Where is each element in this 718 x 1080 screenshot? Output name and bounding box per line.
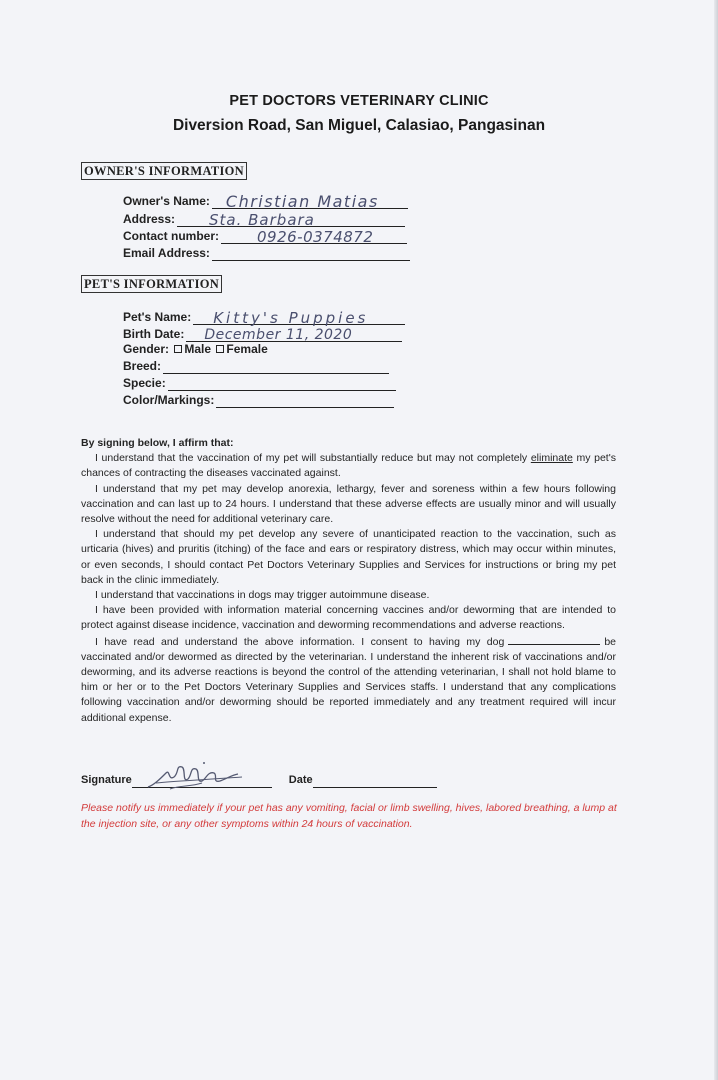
signature-label: Signature	[81, 774, 132, 786]
contact-number-line[interactable]	[221, 229, 407, 244]
birth-date-label: Birth Date:	[123, 327, 185, 341]
owner-name-value: Christian Matias	[225, 192, 379, 211]
pet-section-title: PET'S INFORMATION	[81, 275, 222, 293]
p1-text-b: my pet's chances of contracting the diseases vaccinated against.	[81, 452, 616, 480]
specie-line[interactable]	[168, 376, 396, 391]
clinic-name: PET DOCTORS VETERINARY CLINIC	[229, 93, 489, 109]
contact-number-field[interactable]	[123, 228, 407, 244]
vaccination-notice: Please notify us immediately if your pet has any vomiting, facial or limb swelling, hives, labored breathing, a lump at the injection site, or any other symptoms within 24 hours of vaccination.	[81, 802, 617, 830]
signature-line[interactable]	[132, 775, 272, 788]
male-label: Male	[184, 342, 212, 356]
address-label: Address:	[123, 212, 176, 226]
owner-name-label: Owner's Name:	[123, 194, 210, 208]
signature-row	[81, 772, 437, 788]
date-line[interactable]	[313, 775, 437, 788]
specie-field[interactable]	[123, 375, 396, 391]
owner-name-field[interactable]	[123, 193, 408, 209]
gender-label: Gender:	[123, 342, 170, 356]
email-line[interactable]	[212, 246, 410, 261]
affirmation-paragraph-4: I understand that vaccinations in dogs may trigger autoimmune disease.	[95, 589, 430, 602]
address-line[interactable]	[177, 212, 405, 227]
breed-label: Breed:	[123, 359, 162, 373]
affirmation-paragraph-6	[81, 634, 616, 726]
dog-name-blank[interactable]	[508, 634, 600, 645]
pet-name-value: Kitty's Puppies	[213, 309, 369, 327]
contact-number-label: Contact number:	[123, 229, 219, 243]
breed-line[interactable]	[163, 359, 389, 374]
birth-date-field[interactable]	[123, 326, 402, 342]
affirmation-paragraph-5: I have been provided with information material concerning vaccines and/or deworming that are intended to protect against disease incidence, vaccination and deworming recommendations and adverse reactions.	[81, 604, 616, 632]
gender-field	[123, 341, 268, 357]
affirmation-lead: By signing below, I affirm that:	[81, 437, 234, 449]
email-field[interactable]	[123, 245, 410, 261]
pet-name-field[interactable]	[123, 309, 405, 325]
page-edge	[714, 0, 718, 1080]
p6-text-b: be vaccinated and/or dewormed as directed by the veterinarian. I understand the inherent risk of vaccinations and/or deworming, and its adverse reactions is beyond the control of the attending veterinarian, I shall not hold blame to him or her or to the Pet Doctors Veterinary Supplies and Services staffs. I understand that any complications following vaccination and/or deworming should be reported immediately and any treatment required will incur additional expense.	[81, 635, 616, 724]
email-label: Email Address:	[123, 246, 210, 260]
date-label: Date	[288, 774, 313, 786]
color-markings-label: Color/Markings:	[123, 393, 215, 407]
address-field[interactable]	[123, 211, 405, 227]
address-value: Sta. Barbara	[209, 211, 315, 229]
color-markings-line[interactable]	[216, 393, 394, 408]
female-label: Female	[226, 342, 268, 356]
breed-field[interactable]	[123, 358, 389, 374]
affirmation-block	[81, 436, 616, 726]
owner-section-title: OWNER'S INFORMATION	[81, 162, 247, 180]
birth-date-value: December 11, 2020	[204, 327, 353, 343]
color-markings-field[interactable]	[123, 392, 394, 408]
owner-name-line[interactable]	[212, 194, 408, 209]
affirmation-paragraph-2: I understand that my pet may develop anorexia, lethargy, fever and soreness within a few hours following vaccination and can last up to 24 hours. I understand that these adverse effects are usually minor and will usually resolve without the need for additional veterinary care.	[81, 482, 616, 526]
birth-date-line[interactable]	[186, 327, 402, 342]
pet-name-line[interactable]	[193, 310, 405, 325]
p6-text-a: I have read and understand the above information. I consent to having my dog	[95, 635, 505, 648]
signature-scribble	[146, 761, 246, 793]
female-checkbox[interactable]	[216, 345, 224, 353]
p1-text-a: I understand that the vaccination of my pet will substantially reduce but may not completely	[95, 452, 531, 465]
male-checkbox[interactable]	[174, 345, 182, 353]
contact-number-value: 0926-0374872	[257, 228, 374, 246]
pet-name-label: Pet's Name:	[123, 310, 192, 324]
affirmation-paragraph-3: I understand that should my pet develop any severe of unanticipated reaction to the vaccination, such as urticaria (hives) and pruritis (itching) of the face and ears or respiratory distress, which may occur within minutes, or even seconds, I should contact Pet Doctors Veterinary Supplies and Services for instructions or bring my pet back in the clinic immediately.	[81, 528, 616, 586]
p1-underlined: eliminate	[530, 452, 573, 465]
specie-label: Specie:	[123, 376, 166, 390]
affirmation-paragraph-1	[81, 451, 616, 481]
clinic-address: Diversion Road, San Miguel, Calasiao, Pangasinan	[172, 117, 546, 134]
